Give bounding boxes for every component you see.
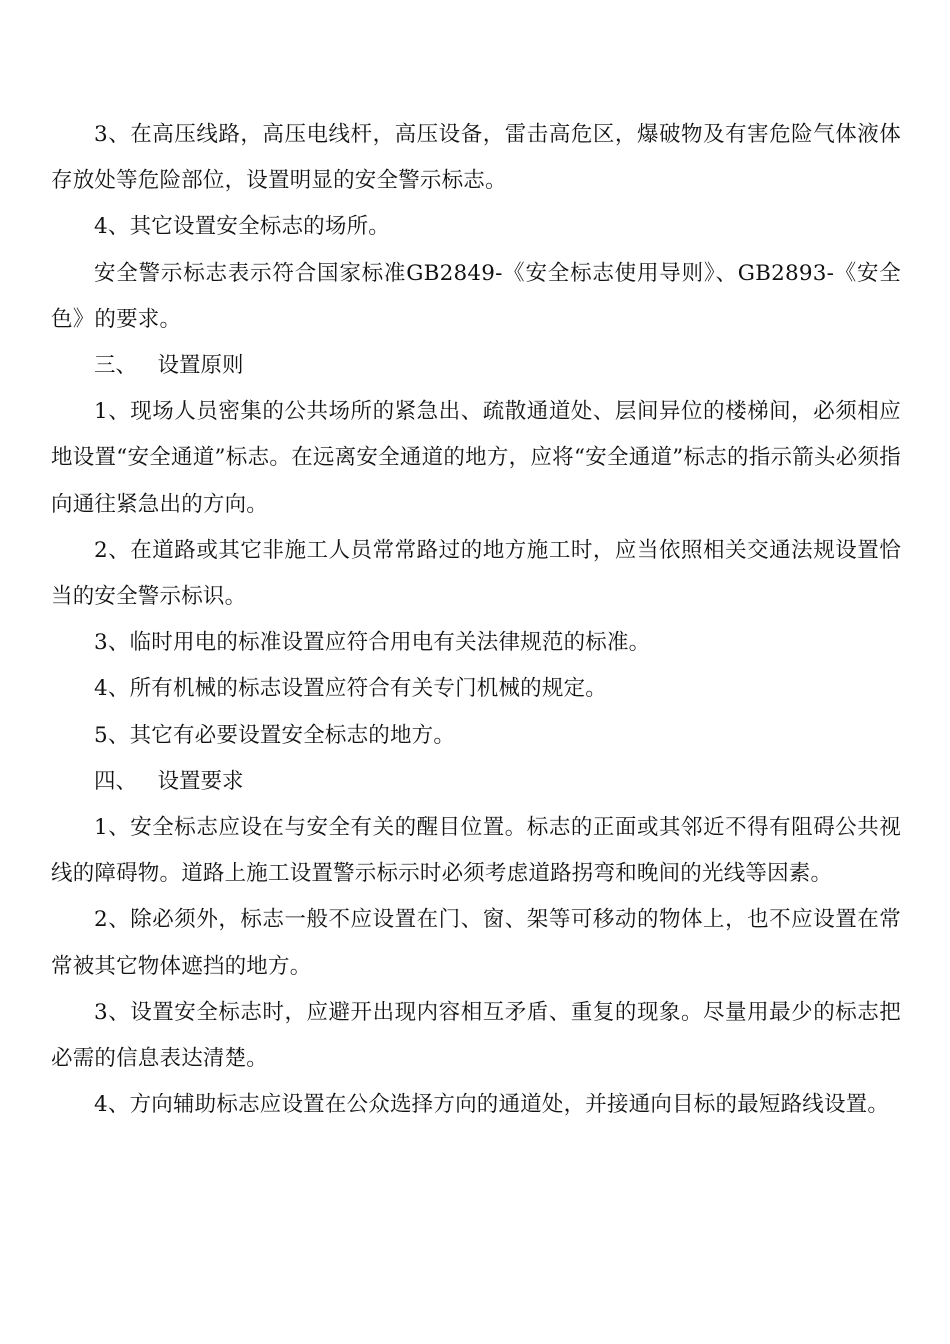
paragraph-requirement-1: 1、安全标志应设在与安全有关的醒目位置。标志的正面或其邻近不得有阻碍公共视线的障碍物。道路上施工设置警示标示时必须考虑道路拐弯和晚间的光线等因素。 xyxy=(51,815,901,887)
paragraph-item-4-other-places: 4、其它设置安全标志的场所。 xyxy=(94,214,390,240)
paragraph-principle-2: 2、在道路或其它非施工人员常常路过的地方施工时，应当依照相关交通法规设置恰当的安全警示标识。 xyxy=(51,537,901,610)
document-body xyxy=(51,112,901,1128)
paragraph-item-3-high-voltage: 3、在高压线路，高压电线杆，高压设备，雷击高危区，爆破物及有害危险气体液体存放处等危险部位，设置明显的安全警示标志。 xyxy=(51,122,901,194)
paragraph-requirement-4: 4、方向辅助标志应设置在公众选择方向的通道处，并接通向目标的最短路线设置。 xyxy=(94,1092,890,1118)
section-heading-setup-principles: 三、 设置原则 xyxy=(94,353,244,379)
paragraph-standard-reference: 安全警示标志表示符合国家标准GB2849-《安全标志使用导则》、GB2893-《安全色》的要求。 xyxy=(51,260,901,332)
paragraph-principle-4: 4、所有机械的标志设置应符合有关专门机械的规定。 xyxy=(94,676,607,702)
paragraph-principle-3: 3、临时用电的标准设置应符合用电有关法律规范的标准。 xyxy=(94,630,651,656)
section-heading-setup-requirements: 四、 设置要求 xyxy=(94,768,244,794)
paragraph-principle-5: 5、其它有必要设置安全标志的地方。 xyxy=(94,722,456,748)
paragraph-requirement-3: 3、设置安全标志时，应避开出现内容相互矛盾、重复的现象。尽量用最少的标志把必需的信息表达清楚。 xyxy=(51,999,901,1072)
paragraph-principle-1: 1、现场人员密集的公共场所的紧急出、疏散通道处、层间异位的楼梯间，必须相应地设置“安全通道”标志。在远离安全通道的地方，应将“安全通道”标志的指示箭头必须指向通往紧急出的方向。 xyxy=(51,399,901,517)
paragraph-requirement-2: 2、除必须外，标志一般不应设置在门、窗、架等可移动的物体上，也不应设置在常常被其它物体遮挡的地方。 xyxy=(51,907,901,979)
